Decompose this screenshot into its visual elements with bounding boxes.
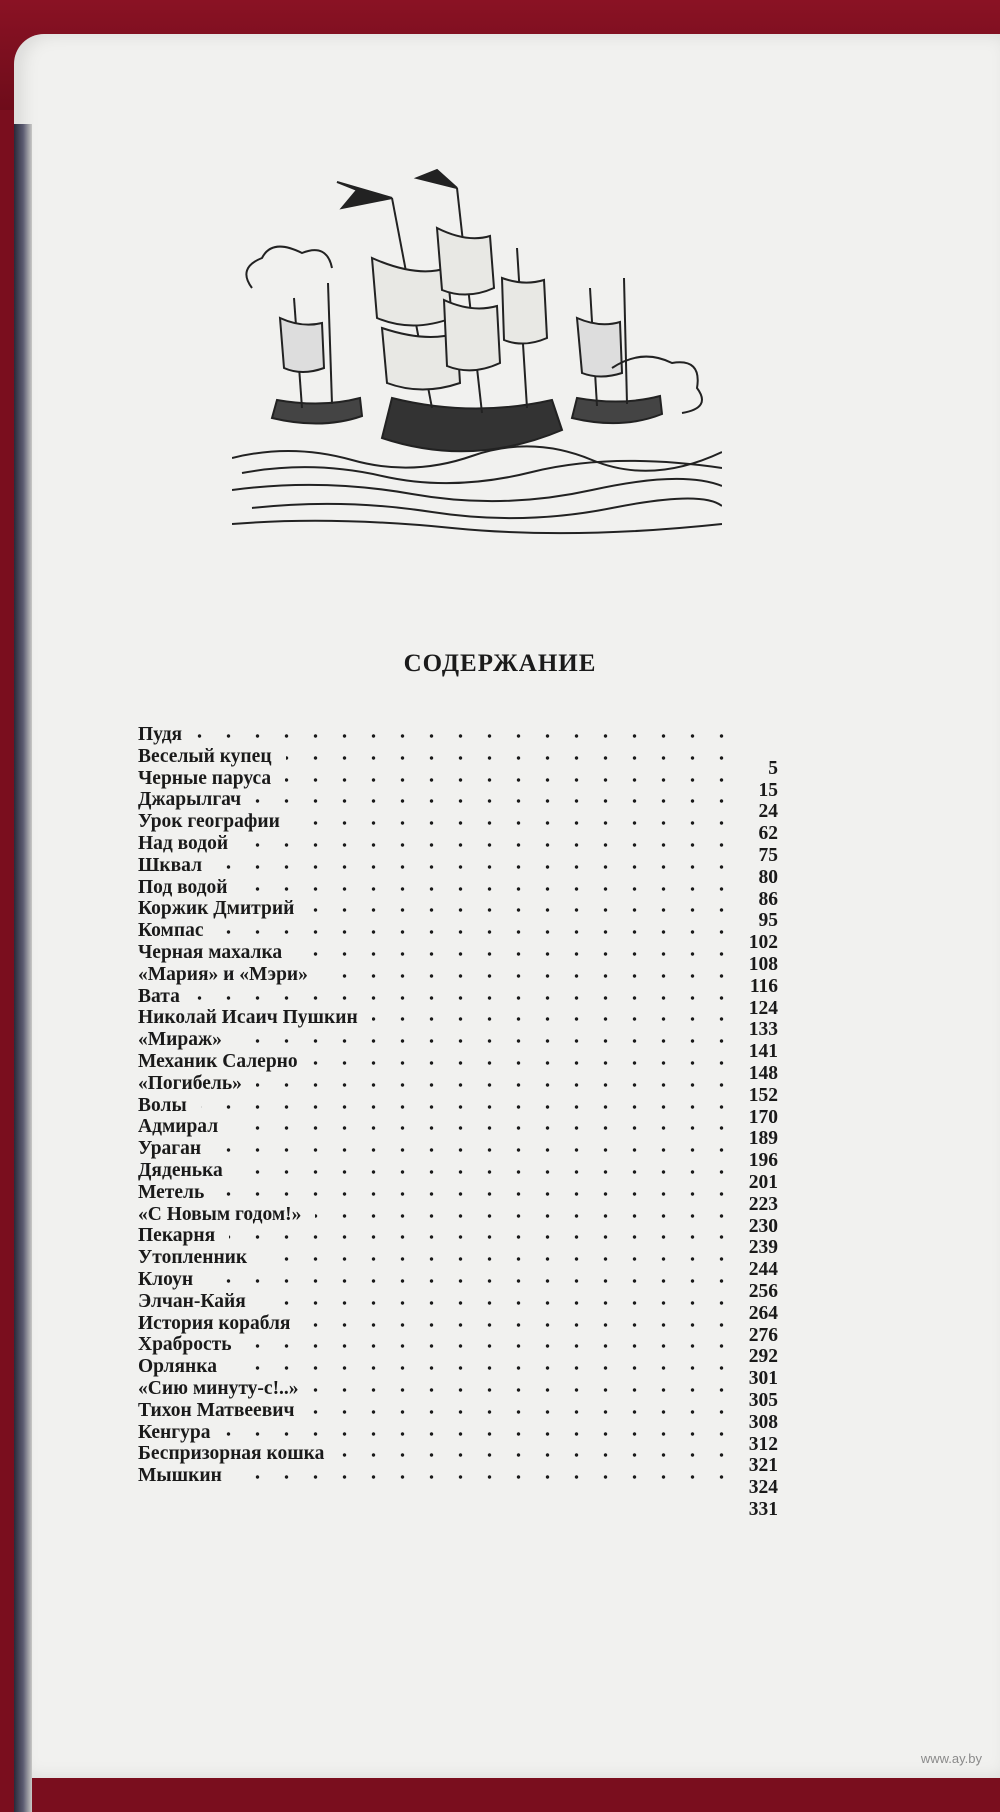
toc-leader-dots <box>294 821 736 825</box>
toc-leader-dots <box>308 908 736 912</box>
toc-entry-title: «С Новым годом!» <box>138 1203 302 1225</box>
toc-entry-page: 321 <box>748 1455 778 1477</box>
toc-entry-title: Волы <box>138 1094 187 1116</box>
toc-entry-title: «Погибель» <box>138 1072 242 1094</box>
toc-entry-title: Пекарня <box>138 1225 216 1247</box>
toc-entry-title: Черные паруса <box>138 767 272 789</box>
toc-entry-title: Компас <box>138 920 204 942</box>
toc-entry-page: 95 <box>758 910 778 932</box>
toc-entry-page: 324 <box>748 1477 778 1499</box>
toc-entry-title: Утопленник <box>138 1247 248 1269</box>
page-binding-edge <box>14 124 32 1812</box>
toc-entry <box>138 724 778 746</box>
toc-entry-page: 116 <box>749 975 778 997</box>
toc-entry-title: Ураган <box>138 1138 202 1160</box>
toc-entry-title: «Мария» и «Мэри» <box>138 963 308 985</box>
toc-entry-page: 5 <box>768 757 778 779</box>
toc-leader-dots <box>312 1061 736 1065</box>
toc-entry-title: Пудя <box>138 724 183 745</box>
toc-entry-page: 80 <box>758 866 778 888</box>
toc-leader-dots <box>236 1475 736 1479</box>
toc-leader-dots <box>237 1170 736 1174</box>
toc-entry-title: Джарылгач <box>138 789 242 811</box>
toc-entry-page: 189 <box>748 1128 778 1150</box>
toc-entry-title: Орлянка <box>138 1356 217 1378</box>
toc-entry-title: Дяденька <box>138 1159 223 1181</box>
toc-entry-title: История корабля <box>138 1312 291 1334</box>
toc-leader-dots <box>242 843 736 847</box>
table-of-contents <box>138 724 778 1520</box>
toc-entry-title: Механик Салерно <box>138 1050 298 1072</box>
toc-leader-dots <box>285 778 736 782</box>
toc-entry-title: Мышкин <box>138 1465 222 1487</box>
toc-leader-dots <box>260 1301 736 1305</box>
toc-entry-title: Под водой <box>138 876 228 898</box>
toc-entry-title: Храбрость <box>138 1334 232 1356</box>
page-title: СОДЕРЖАНИЕ <box>403 650 597 677</box>
toc-entry-page: 230 <box>748 1215 778 1237</box>
toc-leader-dots <box>261 1257 736 1261</box>
toc-entry-page: 133 <box>748 1019 778 1041</box>
toc-entry-title: Тихон Матвеевич <box>138 1399 295 1421</box>
toc-entry <box>138 1487 778 1520</box>
toc-entry-title: Беспризорная кошка <box>138 1443 325 1465</box>
toc-leader-dots <box>194 996 736 1000</box>
toc-entry-page: 102 <box>748 932 778 954</box>
toc-entry-title: Над водой <box>138 832 229 854</box>
toc-leader-dots <box>256 1083 736 1087</box>
toc-entry-page: 292 <box>748 1346 778 1368</box>
toc-entry-page: 264 <box>748 1302 778 1324</box>
toc-leader-dots <box>255 799 736 803</box>
toc-leader-dots <box>308 1410 736 1414</box>
toc-entry-title: Метель <box>138 1181 205 1203</box>
toc-leader-dots <box>229 1235 736 1239</box>
toc-entry-title: «Мираж» <box>138 1029 222 1051</box>
toc-leader-dots <box>225 1432 736 1436</box>
toc-leader-dots <box>232 1126 736 1130</box>
toc-leader-dots <box>322 974 736 978</box>
toc-entry-page: 196 <box>748 1150 778 1172</box>
toc-entry-title: «Сию минуту-с!..» <box>138 1377 299 1399</box>
toc-leader-dots <box>216 865 736 869</box>
toc-entry-page: 301 <box>748 1368 778 1390</box>
toc-entry-title: Веселый купец <box>138 745 272 767</box>
toc-entry-page: 239 <box>748 1237 778 1259</box>
toc-leader-dots <box>207 1279 736 1283</box>
toc-leader-dots <box>286 756 736 760</box>
toc-entry-page: 308 <box>748 1411 778 1433</box>
watermark: www.ay.by <box>920 1751 982 1766</box>
toc-leader-dots <box>236 1039 736 1043</box>
toc-entry-page: 244 <box>748 1259 778 1281</box>
toc-entry-title: Урок географии <box>138 811 280 833</box>
toc-leader-dots <box>231 1366 736 1370</box>
toc-entry-page: 276 <box>748 1324 778 1346</box>
toc-leader-dots <box>296 952 736 956</box>
toc-entry-title: Кенгура <box>138 1421 211 1443</box>
toc-entry-page: 24 <box>758 801 778 823</box>
toc-entry-title: Вата <box>138 985 180 1007</box>
toc-entry-page: 86 <box>758 888 778 910</box>
toc-leader-dots <box>372 1017 736 1021</box>
toc-entry-page: 170 <box>748 1106 778 1128</box>
toc-entry-page: 62 <box>758 823 778 845</box>
toc-entry-page: 312 <box>748 1433 778 1455</box>
toc-entry-page: 124 <box>748 997 778 1019</box>
toc-leader-dots <box>315 1214 736 1218</box>
toc-entry-title: Клоун <box>138 1268 194 1290</box>
toc-entry-page: 331 <box>748 1498 778 1520</box>
toc-leader-dots <box>196 734 736 738</box>
toc-entry-page: 201 <box>748 1171 778 1193</box>
toc-leader-dots <box>242 887 736 891</box>
toc-entry-page: 141 <box>748 1041 778 1063</box>
sailing-ships-illustration <box>232 168 722 538</box>
toc-entry-title: Шквал <box>138 854 203 876</box>
toc-entry-page: 148 <box>748 1062 778 1084</box>
toc-leader-dots <box>246 1344 736 1348</box>
toc-entry-page: 305 <box>748 1389 778 1411</box>
toc-entry-title: Николай Исаич Пушкин <box>138 1007 358 1029</box>
toc-leader-dots <box>201 1105 736 1109</box>
toc-leader-dots <box>338 1453 736 1457</box>
toc-leader-dots <box>218 1192 736 1196</box>
toc-entry-title: Коржик Дмитрий <box>138 898 295 920</box>
toc-entry-title: Черная махалка <box>138 941 283 963</box>
toc-entry-page: 152 <box>748 1084 778 1106</box>
toc-entry-page: 75 <box>758 844 778 866</box>
toc-leader-dots <box>217 930 736 934</box>
toc-entry-page: 108 <box>748 953 778 975</box>
toc-entry <box>138 1465 778 1499</box>
toc-entry-title: Адмирал <box>138 1116 219 1138</box>
toc-leader-dots <box>313 1388 736 1392</box>
toc-entry-page: 256 <box>748 1280 778 1302</box>
toc-leader-dots <box>215 1148 736 1152</box>
toc-leader-dots <box>304 1323 736 1327</box>
toc-entry-page: 223 <box>748 1193 778 1215</box>
toc-entry-title: Элчан-Кайя <box>138 1290 246 1312</box>
toc-entry-page: 15 <box>758 779 778 801</box>
